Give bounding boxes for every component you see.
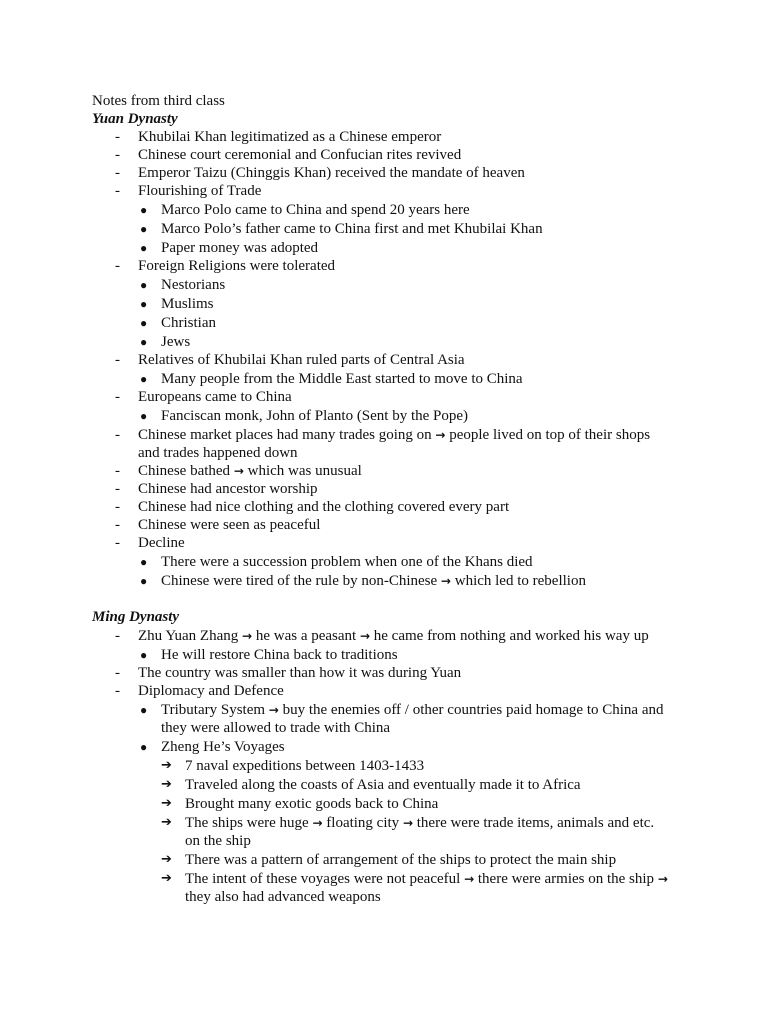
list-item: Chinese were seen as peaceful: [138, 517, 321, 533]
bullet-marker: ●: [140, 648, 148, 662]
list-item: Nestorians: [161, 277, 226, 293]
item-text: which led to rebellion: [454, 573, 586, 589]
bullet-marker: ●: [140, 372, 148, 386]
list-item: [161, 701, 663, 719]
dash-marker: -: [115, 427, 120, 443]
bullet-marker: ●: [140, 740, 148, 754]
arrow-icon: →: [242, 629, 253, 643]
bullet-marker: ●: [140, 203, 148, 217]
list-item: The country was smaller than how it was during Yuan: [138, 665, 462, 681]
list-item: Many people from the Middle East started to move to China: [161, 371, 523, 387]
item-text: floating city: [326, 815, 400, 831]
dash-marker: -: [115, 628, 120, 644]
list-item: Fanciscan monk, John of Planto (Sent by the Pope): [161, 408, 469, 424]
bullet-marker: ●: [140, 316, 148, 330]
list-item: Marco Polo came to China and spend 20 years here: [161, 202, 470, 218]
yuan-heading: Yuan Dynasty: [92, 111, 178, 127]
bullet-marker: ●: [140, 222, 148, 236]
list-item: Europeans came to China: [138, 389, 292, 405]
list-item: Traveled along the coasts of Asia and eventually made it to Africa: [185, 777, 581, 793]
bullet-marker: ●: [140, 703, 148, 717]
dash-marker: -: [115, 499, 120, 515]
dash-marker: -: [115, 147, 120, 163]
dash-marker: -: [115, 183, 120, 199]
arrow-marker-icon: ➔: [161, 871, 172, 886]
list-item: Zheng He’s Voyages: [161, 739, 285, 755]
list-item: [185, 814, 654, 832]
list-item: Brought many exotic goods back to China: [185, 796, 439, 812]
dash-marker: -: [115, 463, 120, 479]
list-item: Jews: [161, 334, 191, 350]
list-item: Khubilai Khan legitimatized as a Chinese emperor: [138, 129, 442, 145]
list-item: Marco Polo’s father came to China first and met Khubilai Khan: [161, 221, 543, 237]
item-text: which was unusual: [247, 463, 362, 479]
list-item: Paper money was adopted: [161, 240, 319, 256]
bullet-marker: ●: [140, 297, 148, 311]
bullet-marker: ●: [140, 278, 148, 292]
list-item: Christian: [161, 315, 216, 331]
dash-marker: -: [115, 258, 120, 274]
bullet-marker: ●: [140, 409, 148, 423]
dash-marker: -: [115, 389, 120, 405]
item-text: he was a peasant: [255, 628, 357, 644]
arrow-marker-icon: ➔: [161, 852, 172, 867]
dash-marker: -: [115, 165, 120, 181]
list-item: There was a pattern of arrangement of the ships to protect the main ship: [185, 852, 617, 868]
arrow-icon: →: [268, 703, 279, 717]
item-text: Chinese bathed: [138, 463, 231, 479]
arrow-icon: →: [440, 574, 451, 588]
list-item: Diplomacy and Defence: [138, 683, 284, 699]
dash-marker: -: [115, 129, 120, 145]
list-item: Foreign Religions were tolerated: [138, 258, 336, 274]
arrow-icon: →: [435, 428, 446, 442]
list-item: He will restore China back to traditions: [161, 647, 398, 663]
ming-heading: Ming Dynasty: [92, 609, 180, 625]
arrow-icon: →: [312, 816, 323, 830]
item-text: he came from nothing and worked his way up: [373, 628, 649, 644]
list-item: Flourishing of Trade: [138, 183, 262, 199]
list-item: [138, 426, 650, 444]
list-item: 7 naval expeditions between 1403-1433: [185, 758, 425, 774]
arrow-marker-icon: ➔: [161, 758, 172, 773]
item-text: buy the enemies off / other countries paid homage to China and: [282, 702, 664, 718]
item-text: there were armies on the ship: [477, 871, 655, 887]
arrow-icon: →: [359, 629, 371, 643]
arrow-icon: →: [657, 872, 668, 886]
arrow-icon: →: [402, 816, 413, 830]
arrow-icon: →: [233, 464, 244, 478]
list-item: Chinese had ancestor worship: [138, 481, 318, 497]
item-text: Chinese were tired of the rule by non-Chinese: [161, 573, 438, 589]
dash-marker: -: [115, 683, 120, 699]
item-text: The ships were huge: [185, 815, 309, 831]
notes-title: Notes from third class: [92, 93, 225, 109]
item-text: there were trade items, animals and etc.: [416, 815, 655, 831]
dash-marker: -: [115, 481, 120, 497]
list-item: [138, 627, 649, 645]
dash-marker: -: [115, 352, 120, 368]
item-text: Zhu Yuan Zhang: [138, 628, 239, 644]
dash-marker: -: [115, 665, 120, 681]
list-item: Decline: [138, 535, 185, 551]
list-item: Chinese court ceremonial and Confucian rites revived: [138, 147, 462, 163]
bullet-marker: ●: [140, 555, 148, 569]
list-item: There were a succession problem when one of the Khans died: [161, 554, 533, 570]
item-text: Tributary System: [161, 702, 266, 718]
list-item-continued: and trades happened down: [138, 445, 298, 461]
item-text: people lived on top of their shops: [449, 427, 651, 443]
item-text: Chinese market places had many trades going on: [138, 427, 432, 443]
list-item: [161, 572, 586, 590]
list-item: [185, 870, 668, 888]
list-item: Muslims: [161, 296, 214, 312]
arrow-marker-icon: ➔: [161, 815, 172, 830]
list-item-continued: they were allowed to trade with China: [161, 720, 391, 736]
list-item-continued: they also had advanced weapons: [185, 889, 381, 905]
bullet-marker: ●: [140, 241, 148, 255]
bullet-marker: ●: [140, 335, 148, 349]
arrow-marker-icon: ➔: [161, 796, 172, 811]
list-item: Relatives of Khubilai Khan ruled parts of Central Asia: [138, 352, 465, 368]
arrow-marker-icon: ➔: [161, 777, 172, 792]
dash-marker: -: [115, 517, 120, 533]
dash-marker: -: [115, 535, 120, 551]
bullet-marker: ●: [140, 574, 148, 588]
arrow-icon: →: [464, 872, 475, 886]
list-item: Chinese had nice clothing and the clothing covered every part: [138, 499, 510, 515]
list-item: [138, 462, 362, 480]
list-item-continued: on the ship: [185, 833, 251, 849]
list-item: Emperor Taizu (Chinggis Khan) received the mandate of heaven: [138, 165, 525, 181]
item-text: The intent of these voyages were not peaceful: [185, 871, 461, 887]
